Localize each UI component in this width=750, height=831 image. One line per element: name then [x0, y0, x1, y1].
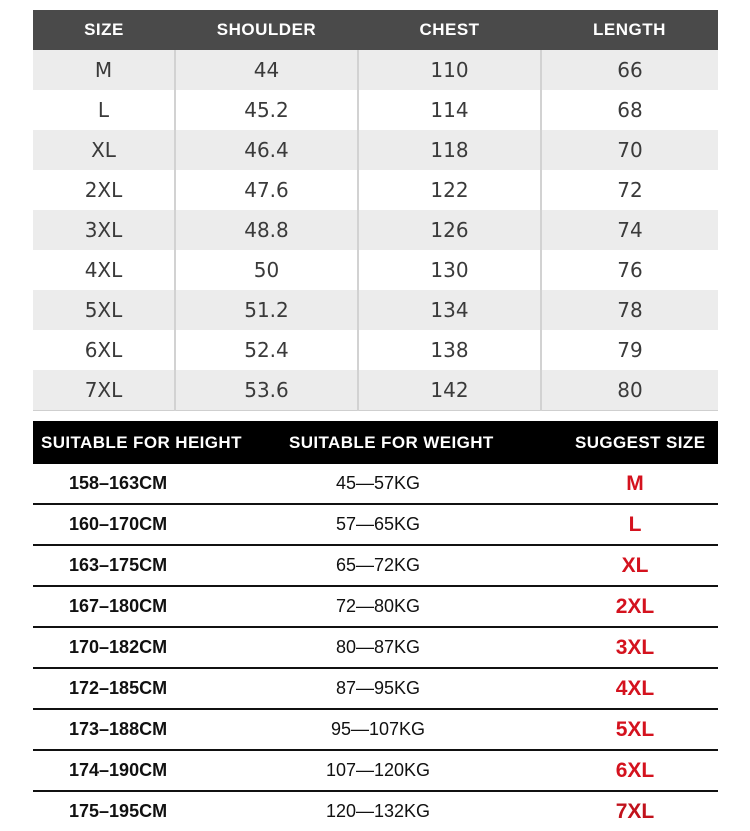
header-height: SUITABLE FOR HEIGHT — [41, 432, 242, 452]
weight-range: 65—72KG — [335, 555, 421, 575]
cell-chest: 138 — [358, 330, 541, 370]
cell-size: XL — [33, 130, 175, 170]
table-row — [33, 250, 718, 290]
table-row — [33, 130, 718, 170]
cell-shoulder: 52.4 — [175, 330, 358, 370]
height-range: 160–170CM — [69, 514, 168, 534]
fit-guide-table — [33, 464, 718, 831]
cell-size: 3XL — [33, 210, 175, 250]
cell-shoulder: 44 — [175, 50, 358, 90]
suggested-size: 7XL — [615, 799, 655, 823]
cell-shoulder: 51.2 — [175, 290, 358, 330]
cell-chest: 118 — [358, 130, 541, 170]
suggested-size: 2XL — [615, 594, 655, 618]
cell-size: 4XL — [33, 250, 175, 290]
suggested-size: 3XL — [615, 635, 655, 659]
cell-length: 80 — [541, 370, 718, 411]
cell-size: 7XL — [33, 370, 175, 411]
cell-shoulder: 48.8 — [175, 210, 358, 250]
cell-chest: 114 — [358, 90, 541, 130]
header-chest: CHEST — [358, 10, 541, 50]
cell-chest: 134 — [358, 290, 541, 330]
suggested-size: M — [626, 471, 644, 495]
cell-shoulder: 53.6 — [175, 370, 358, 411]
weight-range: 87—95KG — [335, 678, 421, 698]
height-range: 173–188CM — [69, 719, 168, 739]
table-row — [33, 50, 718, 90]
suggested-size: XL — [621, 553, 649, 577]
table-row — [33, 370, 718, 411]
height-range: 174–190CM — [69, 760, 168, 780]
size-measurement-table — [33, 10, 718, 411]
list-item — [33, 587, 718, 628]
list-item — [33, 792, 718, 831]
suggested-size: 5XL — [615, 717, 655, 741]
weight-range: 45—57KG — [335, 473, 421, 493]
cell-size: 5XL — [33, 290, 175, 330]
cell-length: 66 — [541, 50, 718, 90]
suggested-size: 4XL — [615, 676, 655, 700]
table-row — [33, 290, 718, 330]
height-range: 163–175CM — [69, 555, 168, 575]
suggested-size: 6XL — [615, 758, 655, 782]
height-range: 170–182CM — [69, 637, 168, 657]
cell-chest: 110 — [358, 50, 541, 90]
cell-shoulder: 50 — [175, 250, 358, 290]
weight-range: 120—132KG — [325, 801, 431, 821]
list-item — [33, 669, 718, 710]
cell-size: M — [33, 50, 175, 90]
cell-shoulder: 47.6 — [175, 170, 358, 210]
cell-shoulder: 46.4 — [175, 130, 358, 170]
cell-size: L — [33, 90, 175, 130]
list-item — [33, 710, 718, 751]
height-range: 175–195CM — [69, 801, 168, 821]
table-row — [33, 210, 718, 250]
cell-length: 74 — [541, 210, 718, 250]
size-table-header-row — [33, 10, 718, 50]
weight-range: 80—87KG — [335, 637, 421, 657]
cell-chest: 142 — [358, 370, 541, 411]
cell-size: 6XL — [33, 330, 175, 370]
cell-length: 78 — [541, 290, 718, 330]
cell-size: 2XL — [33, 170, 175, 210]
cell-length: 70 — [541, 130, 718, 170]
list-item — [33, 546, 718, 587]
header-shoulder: SHOULDER — [175, 10, 358, 50]
height-range: 158–163CM — [69, 473, 168, 493]
weight-range: 72—80KG — [335, 596, 421, 616]
weight-range: 57—65KG — [335, 514, 421, 534]
cell-length: 68 — [541, 90, 718, 130]
header-length: LENGTH — [541, 10, 718, 50]
cell-shoulder: 45.2 — [175, 90, 358, 130]
table-row — [33, 90, 718, 130]
suggested-size: L — [628, 512, 642, 536]
cell-chest: 122 — [358, 170, 541, 210]
height-range: 167–180CM — [69, 596, 168, 616]
fit-guide-header — [33, 421, 718, 464]
cell-length: 79 — [541, 330, 718, 370]
cell-chest: 130 — [358, 250, 541, 290]
list-item — [33, 505, 718, 546]
height-range: 172–185CM — [69, 678, 168, 698]
list-item — [33, 464, 718, 505]
header-weight: SUITABLE FOR WEIGHT — [289, 432, 494, 452]
header-suggest-size: SUGGEST SIZE — [575, 432, 706, 452]
list-item — [33, 628, 718, 669]
table-row — [33, 330, 718, 370]
weight-range: 95—107KG — [330, 719, 426, 739]
header-size: SIZE — [33, 10, 175, 50]
cell-length: 76 — [541, 250, 718, 290]
cell-length: 72 — [541, 170, 718, 210]
cell-chest: 126 — [358, 210, 541, 250]
list-item — [33, 751, 718, 792]
weight-range: 107—120KG — [325, 760, 431, 780]
table-row — [33, 170, 718, 210]
